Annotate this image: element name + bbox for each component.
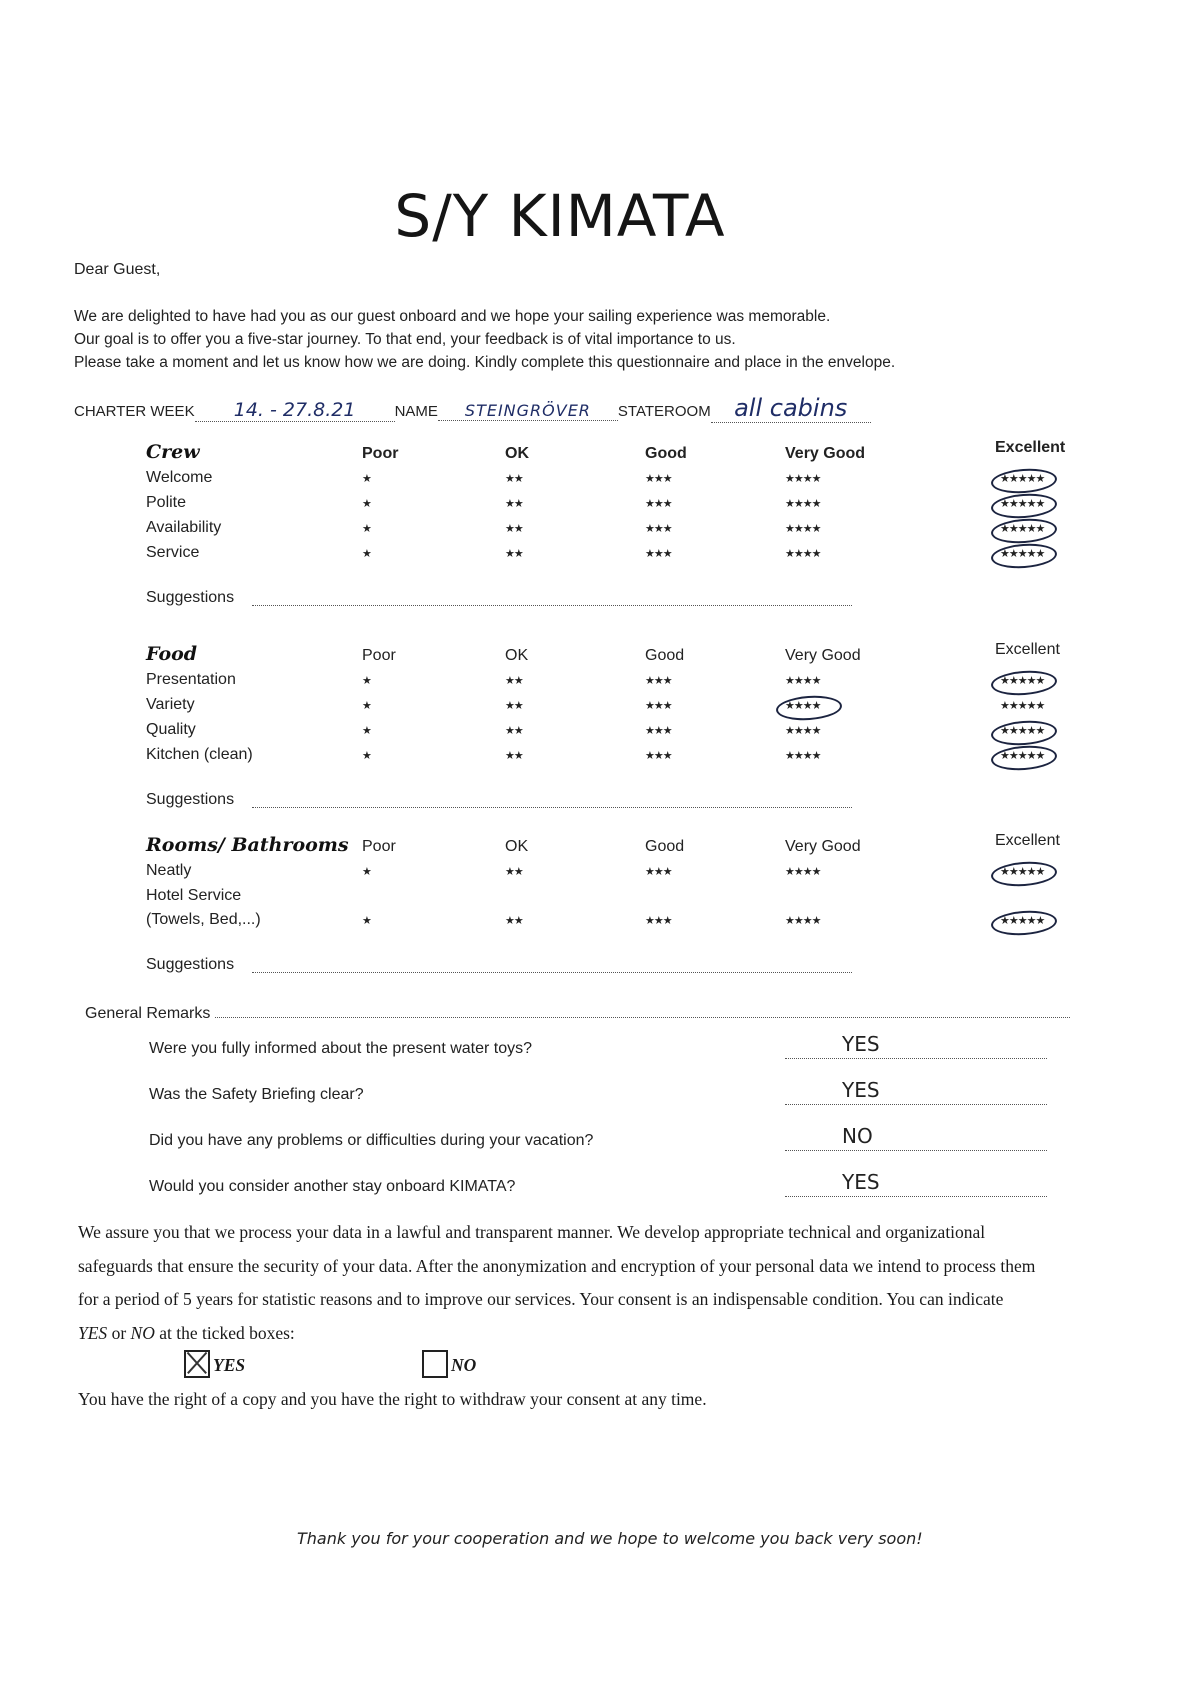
suggestions-field[interactable] <box>252 806 852 808</box>
charter-line <box>74 394 871 423</box>
rating-option-5-stars[interactable]: ★★★★★ <box>1000 498 1045 510</box>
rating-option-5-stars[interactable]: ★★★★★ <box>1000 725 1045 737</box>
rating-option-3-stars[interactable]: ★★★ <box>645 675 672 687</box>
legal-or-text: or <box>107 1323 131 1343</box>
rating-option-5-stars[interactable]: ★★★★★ <box>1000 523 1045 535</box>
rating-row-label-sub: (Towels, Bed,...) <box>146 911 261 928</box>
name-label: NAME <box>394 403 438 420</box>
column-header-excellent: Excellent <box>995 832 1060 849</box>
section-title: Crew <box>146 441 200 463</box>
consent-yes-label: YES <box>213 1355 246 1375</box>
consent-no-checkbox[interactable] <box>422 1350 448 1378</box>
selected-rating-circle <box>990 467 1058 496</box>
general-remarks-field[interactable] <box>215 1016 1070 1018</box>
charter-week-field[interactable]: 14. - 27.8.21 <box>195 399 395 422</box>
rating-option-2-stars[interactable]: ★★ <box>505 498 523 510</box>
suggestions-label: Suggestions <box>146 791 235 808</box>
legal-line-1: We assure you that we process your data in a lawful and transparent manner. We develop appropriate technical and organizational <box>78 1222 986 1242</box>
rating-option-5-stars[interactable]: ★★★★★ <box>1000 750 1045 762</box>
suggestions-field[interactable] <box>252 604 852 606</box>
charter-week-label: CHARTER WEEK <box>74 403 195 420</box>
handwritten-answer: YES <box>842 1032 880 1056</box>
rating-row-label: Availability <box>146 519 222 536</box>
rating-option-3-stars[interactable]: ★★★ <box>645 523 672 535</box>
rating-row-label: Presentation <box>146 671 236 688</box>
rating-option-2-stars[interactable]: ★★ <box>505 725 523 737</box>
rating-option-1-stars[interactable]: ★ <box>362 866 371 878</box>
column-header-very-good: Very Good <box>785 445 866 462</box>
rating-option-4-stars[interactable]: ★★★★ <box>785 866 821 878</box>
answer-line[interactable] <box>785 1149 1047 1151</box>
column-header-good: Good <box>645 838 685 855</box>
question-text: Was the Safety Briefing clear? <box>149 1086 364 1103</box>
general-remarks-label: General Remarks <box>85 1005 211 1022</box>
answer-line[interactable] <box>785 1195 1047 1197</box>
rating-option-5-stars[interactable]: ★★★★★ <box>1000 473 1045 485</box>
column-header-very-good: Very Good <box>785 838 861 855</box>
rating-row-label: Quality <box>146 721 196 738</box>
rating-option-5-stars[interactable]: ★★★★★ <box>1000 548 1045 560</box>
legal-no-text: NO <box>130 1323 155 1343</box>
suggestions-field[interactable] <box>252 971 852 973</box>
rating-option-3-stars[interactable]: ★★★ <box>645 725 672 737</box>
suggestions-label: Suggestions <box>146 589 235 606</box>
selected-rating-circle <box>990 744 1058 773</box>
section-title: Food <box>146 643 198 665</box>
intro-line-1: We are delighted to have had you as our guest onboard and we hope your sailing experience was memorable. <box>74 308 831 325</box>
column-header-ok: OK <box>505 445 529 462</box>
legal-line-2: safeguards that ensure the security of your data. After the anonymization and encryption of your personal data we intend to process them <box>78 1256 1036 1276</box>
stateroom-field[interactable]: all cabins <box>711 394 871 423</box>
column-header-poor: Poor <box>362 647 396 664</box>
rating-option-3-stars[interactable]: ★★★ <box>645 700 672 712</box>
handwritten-answer: YES <box>842 1170 880 1194</box>
rating-option-4-stars[interactable]: ★★★★ <box>785 675 821 687</box>
answer-line[interactable] <box>785 1103 1047 1105</box>
rating-option-3-stars[interactable]: ★★★ <box>645 750 672 762</box>
rating-option-1-stars[interactable]: ★ <box>362 700 371 712</box>
selected-rating-circle <box>990 860 1058 889</box>
rating-option-5-stars[interactable]: ★★★★★ <box>1000 915 1045 927</box>
rating-row-label: Hotel Service <box>146 887 242 904</box>
selected-rating-circle <box>990 542 1058 571</box>
rating-option-2-stars[interactable]: ★★ <box>505 915 523 927</box>
rating-row-label: Kitchen (clean) <box>146 746 253 763</box>
handwritten-answer: NO <box>842 1124 873 1148</box>
rating-option-2-stars[interactable]: ★★ <box>505 523 523 535</box>
rating-option-3-stars[interactable]: ★★★ <box>645 498 672 510</box>
document-title: S/Y KIMATA <box>394 182 726 250</box>
stateroom-label: STATEROOM <box>617 403 711 420</box>
rating-row-label: Polite <box>146 494 187 511</box>
rating-option-1-stars[interactable]: ★ <box>362 675 371 687</box>
rating-option-3-stars[interactable]: ★★★ <box>645 548 672 560</box>
question-text: Were you fully informed about the present water toys? <box>149 1040 533 1057</box>
rating-option-1-stars[interactable]: ★ <box>362 498 371 510</box>
rating-option-2-stars[interactable]: ★★ <box>505 866 523 878</box>
legal-line-4 <box>78 1323 295 1344</box>
selected-rating-circle <box>990 909 1058 938</box>
legal-line-3: for a period of 5 years for statistic reasons and to improve our services. Your consent is an indispensable condition. You can indicate <box>78 1289 1004 1309</box>
rating-row-label: Service <box>146 544 200 561</box>
rating-option-3-stars[interactable]: ★★★ <box>645 473 672 485</box>
rating-row-label: Variety <box>146 696 195 713</box>
column-header-ok: OK <box>505 838 529 855</box>
legal-rest-text: at the ticked boxes: <box>154 1323 295 1343</box>
column-header-ok: OK <box>505 647 529 664</box>
rating-option-5-stars[interactable]: ★★★★★ <box>1000 675 1045 687</box>
column-header-good: Good <box>645 647 685 664</box>
rights-text: You have the right of a copy and you have the right to withdraw your consent at any time. <box>78 1389 707 1409</box>
column-header-good: Good <box>645 445 687 462</box>
column-header-excellent: Excellent <box>995 641 1060 658</box>
rating-option-2-stars[interactable]: ★★ <box>505 750 523 762</box>
column-header-poor: Poor <box>362 445 399 462</box>
rating-option-4-stars[interactable]: ★★★★ <box>785 498 821 510</box>
answer-line[interactable] <box>785 1057 1047 1059</box>
section-title: Rooms/ Bathrooms <box>146 834 349 856</box>
name-field[interactable]: STEINGRÖVER <box>438 401 618 421</box>
suggestions-label: Suggestions <box>146 956 235 973</box>
rating-option-4-stars[interactable]: ★★★★ <box>785 548 821 560</box>
selected-rating-circle <box>990 669 1058 698</box>
rating-row-label: Neatly <box>146 862 192 879</box>
closing-text: Thank you for your cooperation and we hope to welcome you back very soon! <box>297 1529 923 1548</box>
rating-option-4-stars[interactable]: ★★★★ <box>785 523 821 535</box>
rating-option-2-stars[interactable]: ★★ <box>505 473 523 485</box>
selected-rating-circle <box>990 517 1058 546</box>
rating-option-1-stars[interactable]: ★ <box>362 915 371 927</box>
rating-option-1-stars[interactable]: ★ <box>362 523 371 535</box>
rating-row-label: Welcome <box>146 469 213 486</box>
rating-option-1-stars[interactable]: ★ <box>362 548 371 560</box>
rating-option-2-stars[interactable]: ★★ <box>505 700 523 712</box>
column-header-very-good: Very Good <box>785 647 861 664</box>
rating-option-2-stars[interactable]: ★★ <box>505 675 523 687</box>
rating-option-4-stars[interactable]: ★★★★ <box>785 700 821 712</box>
rating-option-1-stars[interactable]: ★ <box>362 750 371 762</box>
question-text: Did you have any problems or difficulties during your vacation? <box>149 1132 594 1149</box>
intro-line-3: Please take a moment and let us know how we are doing. Kindly complete this questionnaire and place in the envelope. <box>74 354 896 371</box>
selected-rating-circle <box>775 694 843 723</box>
legal-yes-text: YES <box>78 1323 108 1343</box>
general-remarks <box>85 1005 1070 1023</box>
rating-option-5-stars[interactable]: ★★★★★ <box>1000 866 1045 878</box>
consent-no-label: NO <box>451 1355 477 1375</box>
rating-option-2-stars[interactable]: ★★ <box>505 548 523 560</box>
consent-yes-checkbox[interactable] <box>184 1350 210 1378</box>
column-header-excellent: Excellent <box>995 439 1066 456</box>
selected-rating-circle <box>990 719 1058 748</box>
greeting: Dear Guest, <box>74 261 161 278</box>
rating-option-3-stars[interactable]: ★★★ <box>645 915 672 927</box>
intro-line-2: Our goal is to offer you a five-star journey. To that end, your feedback is of vital importance to us. <box>74 331 736 348</box>
rating-option-4-stars[interactable]: ★★★★ <box>785 750 821 762</box>
rating-option-1-stars[interactable]: ★ <box>362 725 371 737</box>
rating-option-4-stars[interactable]: ★★★★ <box>785 725 821 737</box>
rating-option-5-stars[interactable]: ★★★★★ <box>1000 700 1045 712</box>
rating-option-4-stars[interactable]: ★★★★ <box>785 915 821 927</box>
handwritten-answer: YES <box>842 1078 880 1102</box>
rating-option-1-stars[interactable]: ★ <box>362 473 371 485</box>
rating-option-4-stars[interactable]: ★★★★ <box>785 473 821 485</box>
rating-option-3-stars[interactable]: ★★★ <box>645 866 672 878</box>
column-header-poor: Poor <box>362 838 396 855</box>
question-text: Would you consider another stay onboard KIMATA? <box>149 1178 516 1195</box>
selected-rating-circle <box>990 492 1058 521</box>
